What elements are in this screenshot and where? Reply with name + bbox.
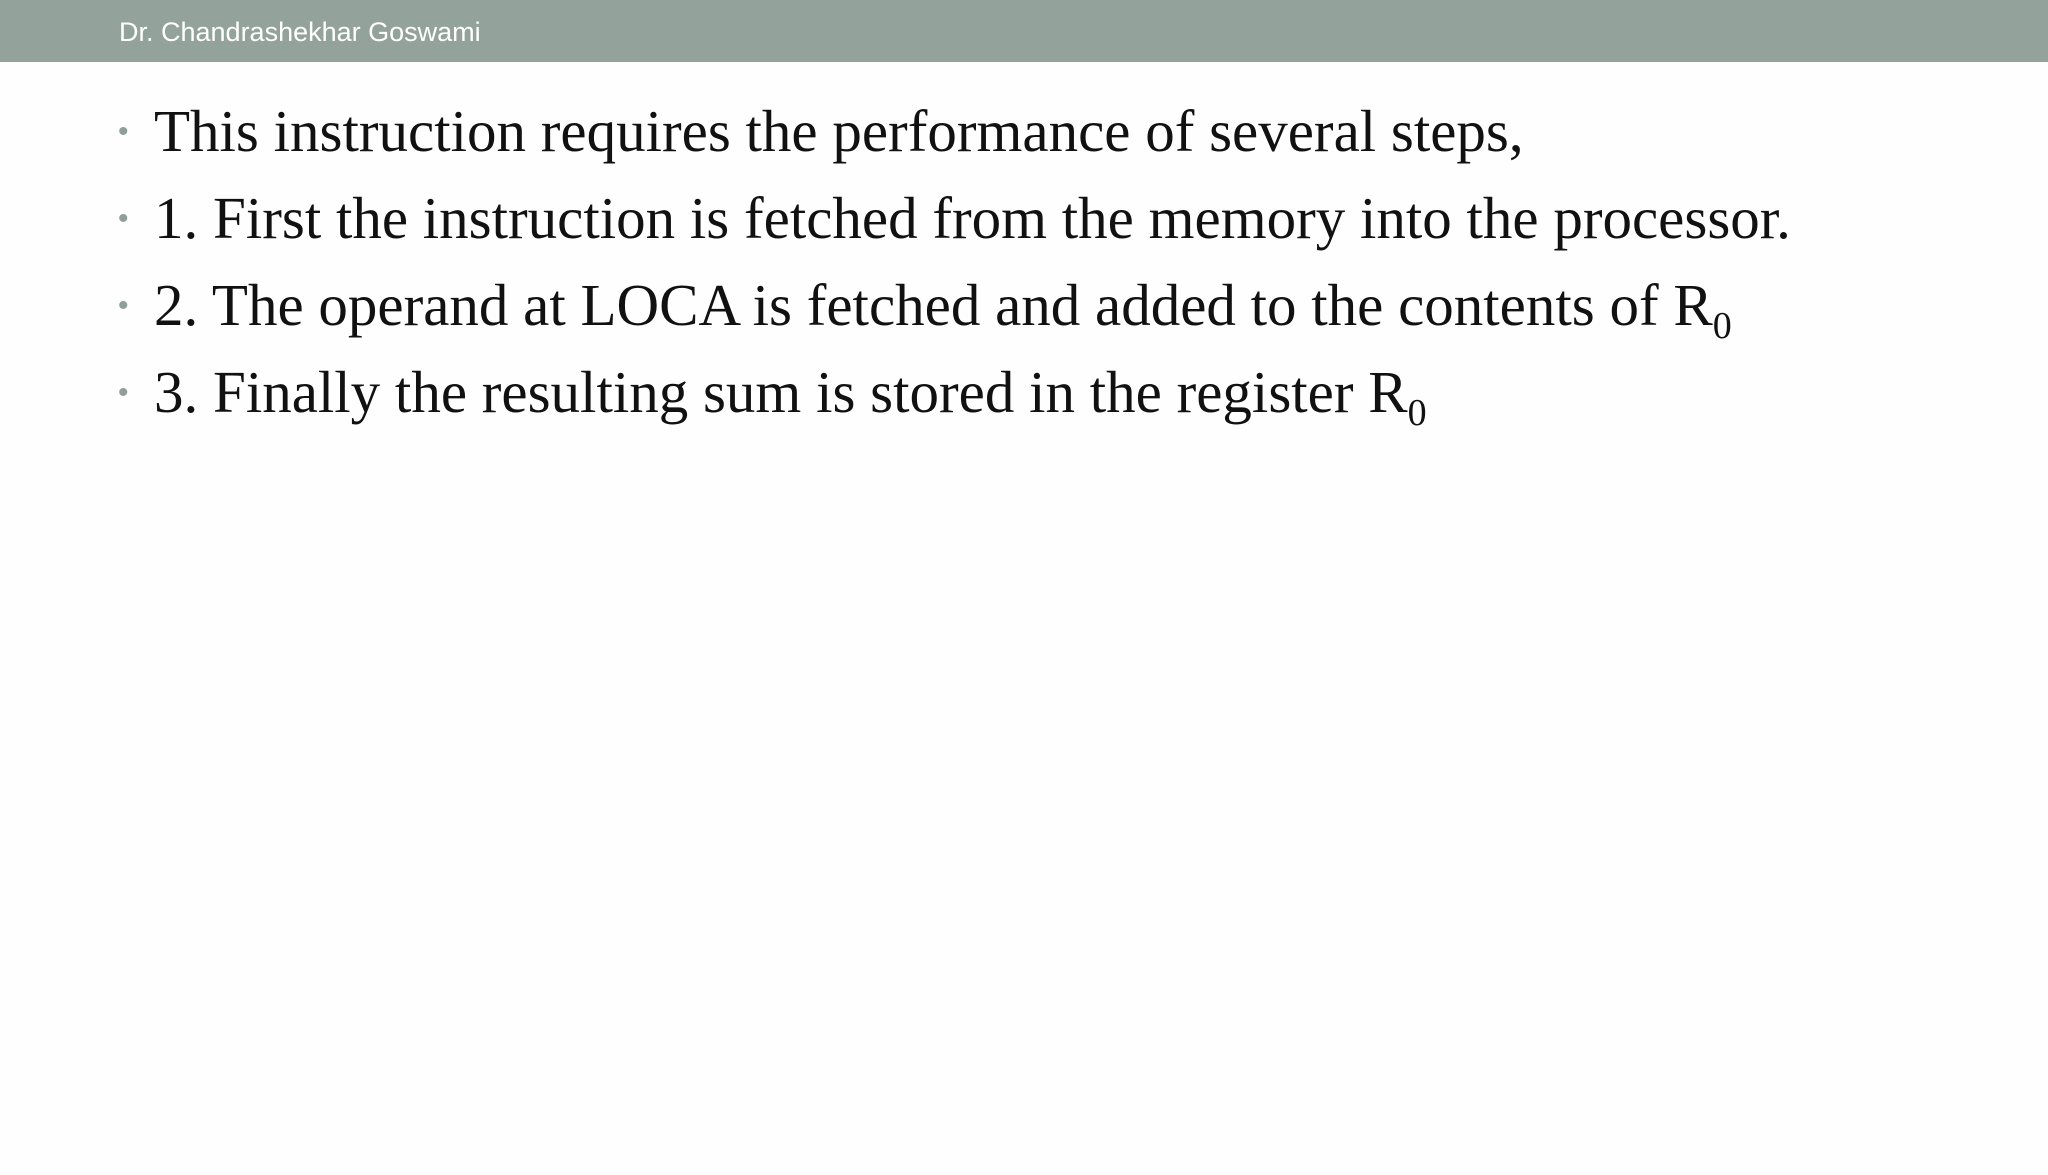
header-bar xyxy=(0,0,2048,62)
bullet-item xyxy=(118,262,2018,349)
bullet-item xyxy=(118,349,2018,436)
bullet-dot-icon: • xyxy=(118,115,129,148)
subscript-r0: 0 xyxy=(1712,304,1732,347)
bullet-dot-icon: • xyxy=(118,376,129,409)
bullet-item xyxy=(118,88,2018,175)
bullet-text: 2. The operand at LOCA is fetched and added to the contents of $R_0$ xyxy=(154,272,1732,347)
bullet-list xyxy=(118,88,2018,436)
bullet-dot-icon: • xyxy=(118,202,129,235)
bullet-text: 1. First the instruction is fetched from the memory into the processor. xyxy=(154,185,1791,251)
header-author: Dr. Chandrashekhar Goswami xyxy=(119,17,481,47)
bullet-item xyxy=(118,175,2018,262)
subscript-r0: 0 xyxy=(1407,391,1427,434)
bullet-dot-icon: • xyxy=(118,289,129,322)
bullet-text: This instruction requires the performance of several steps, xyxy=(154,98,1524,164)
bullet-text: 3. Finally the resulting sum is stored in the register $R_0$ xyxy=(154,359,1427,434)
